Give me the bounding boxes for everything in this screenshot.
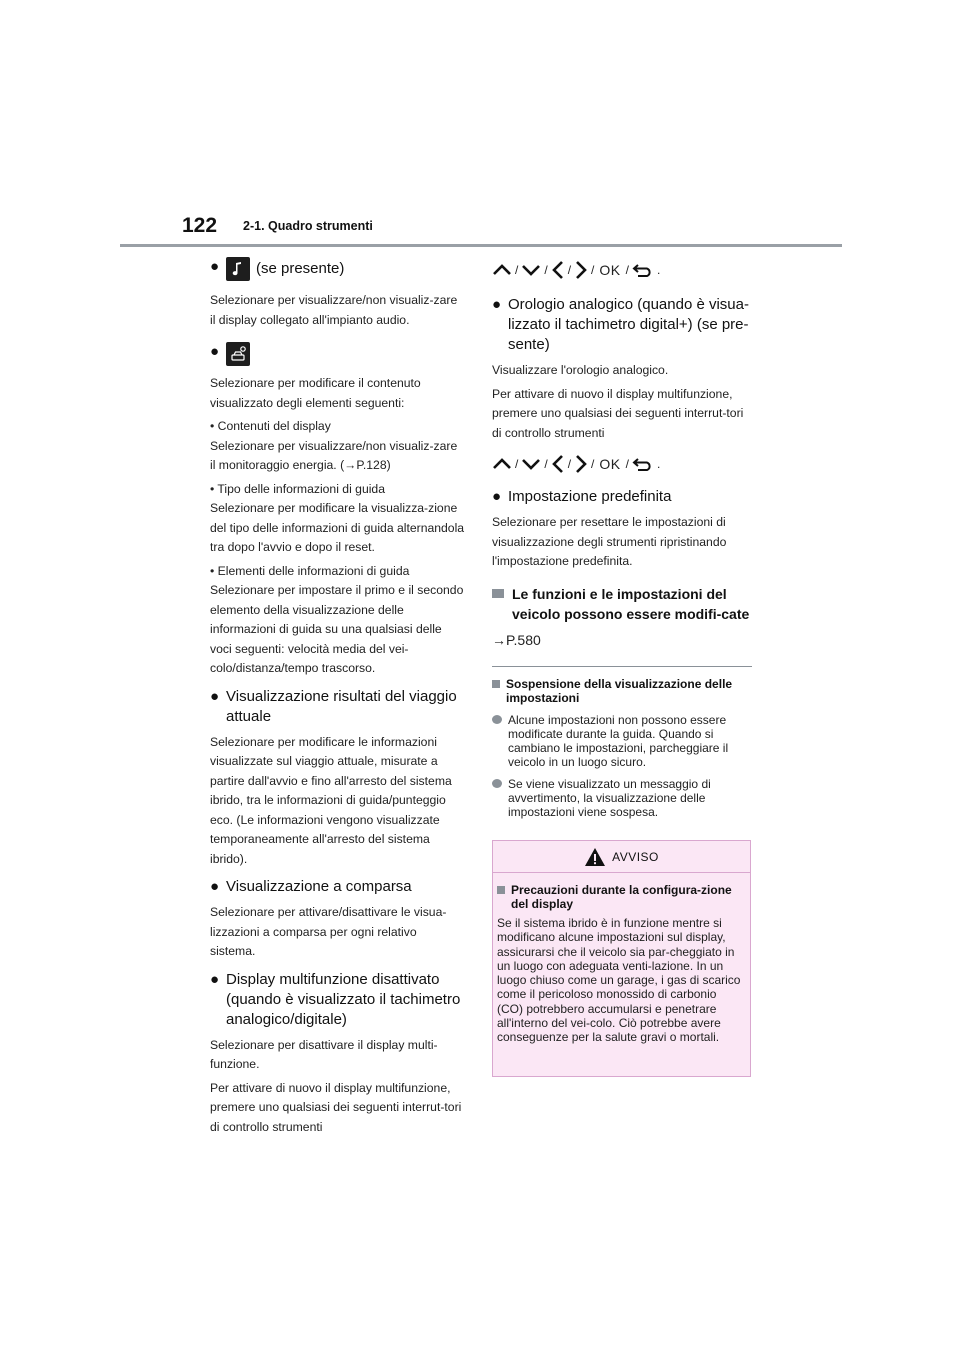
item2-title: • Tipo delle informazioni di guida — [210, 481, 385, 496]
multi-off-description-1: Selezionare per disattivare il display multi-funzione. — [210, 1037, 438, 1071]
suspension-item-2: Se viene visualizzato un messaggio di avvertimento, la visualizzazione delle impostazioni viene sospesa. — [492, 777, 752, 819]
clock-description-1: Visualizzare l'orologio analogico. — [492, 363, 669, 377]
back-icon — [632, 456, 654, 472]
left-column — [210, 257, 465, 1137]
trip-results-heading: ● Visualizzazione risultati del viaggio attuale — [210, 687, 457, 725]
vehicle-settings-icon — [226, 342, 250, 366]
warning-triangle-icon — [584, 847, 606, 867]
multi-off-heading: ● Display multifunzione disattivato (quando è visualizzato il tachimetro analogico/digitale) — [210, 970, 461, 1028]
vehicle-settings-heading: ● — [210, 342, 465, 366]
chevron-right-icon — [574, 454, 588, 474]
item1-text: Selezionare per visualizzare/non visualiz-zare il monitoraggio energia. (→P.128) — [210, 438, 458, 472]
header-rule — [120, 244, 842, 247]
trip-results-description: Selezionare per modificare le informazioni visualizzate sul viaggio attuale, misurate a partire dall'avvio e fino all'arresto del sistema ibrido, tra le informazioni di guida/punteggio eco. (Le informazioni vengono visualizzate temporaneamente all'arresto del sistema ibrido). — [210, 734, 452, 866]
clock-description-2: Per attivare di nuovo il display multifunzione, premere uno qualsiasi dei seguenti interrut-tori di controllo strumenti — [492, 386, 744, 440]
ok-key: OK — [599, 456, 621, 472]
chevron-right-icon — [574, 260, 588, 280]
square-bullet-icon — [492, 589, 504, 598]
default-heading: ● Impostazione predefinita — [492, 488, 672, 505]
chevron-up-icon — [492, 263, 512, 277]
ok-key: OK — [599, 262, 621, 278]
square-bullet-icon — [497, 886, 505, 894]
section-title: 2-1. Quadro strumenti — [243, 219, 373, 233]
default-description: Selezionare per resettare le impostazioni di visualizzazione degli strumenti ripristinando l'impostazione predefinita. — [492, 515, 727, 568]
control-keys-row-2: / / / / OK / . — [492, 453, 752, 475]
functions-heading: Le funzioni e le impostazioni del veicolo possono essere modifi-cate — [492, 584, 752, 624]
square-bullet-icon — [492, 680, 500, 688]
vehicle-settings-description: Selezionare per modificare il contenuto visualizzato degli elementi seguenti: — [210, 376, 421, 410]
clock-heading: ● Orologio analogico (quando è visua-lizzato il tachimetro digital+) (se pre-sente) — [492, 296, 749, 353]
item3-title: • Elementi delle informazioni di guida — [210, 563, 410, 578]
chevron-left-icon — [551, 454, 565, 474]
chevron-up-icon — [492, 457, 512, 471]
circle-bullet-icon — [492, 779, 502, 788]
popup-heading: ● Visualizzazione a comparsa — [210, 878, 412, 895]
warning-body — [493, 873, 750, 1045]
chevron-left-icon — [551, 260, 565, 280]
section-divider — [492, 666, 752, 667]
multi-off-description-2: Per attivare di nuovo il display multifunzione, premere uno qualsiasi dei seguenti interrut-tori di controllo strumenti — [210, 1080, 462, 1134]
right-column — [492, 257, 752, 819]
functions-page-reference: →P.580 — [492, 631, 541, 648]
music-note-icon — [226, 257, 250, 281]
suspension-heading: Sospensione della visualizzazione delle impostazioni — [492, 677, 752, 705]
warning-text: Se il sistema ibrido è in funzione mentre si modificano alcune impostazioni sul display, assicurarsi che il veicolo sia par-cheggiato in un luogo con adeguata venti-lazione. In un luogo chiuso come un garage, i gas di scarico come il pericoloso monossido di carbonio (CO) potrebbero accumularsi e penetrare all'interno del vei-colo. Ciò potrebbe avere conseguenze per la salute gravi o mortali. — [497, 916, 741, 1045]
warning-title: Precauzioni durante la configura-zione del display — [497, 883, 742, 911]
page-number: 122 — [182, 214, 218, 237]
item1-title: • Contenuti del display — [210, 419, 331, 433]
warning-header — [493, 841, 750, 873]
audio-heading: ● (se presente) — [210, 257, 465, 281]
item3-text: Selezionare per impostare il primo e il secondo elemento della visualizzazione delle informazioni di guida su una qualsiasi delle voci seguenti: velocità media del vei-colo/distanza/tempo trascorso. — [210, 583, 464, 675]
warning-label: AVVISO — [612, 849, 659, 864]
item2-text: Selezionare per modificare la visualizza-zione del tipo delle informazioni di guida alternandola tra dopo l'avvio e dopo il reset. — [210, 501, 465, 554]
popup-description: Selezionare per attivare/disattivare le visua-lizzazioni a comparsa per ogni relativo sistema. — [210, 905, 447, 958]
control-keys-row-1: / / / / OK / . — [492, 259, 752, 281]
audio-description: Selezionare per visualizzare/non visualiz-zare il display collegato all'impianto audio. — [210, 293, 458, 327]
circle-bullet-icon — [492, 715, 502, 724]
chevron-down-icon — [521, 457, 541, 471]
suspension-item-1: Alcune impostazioni non possono essere modificate durante la guida. Quando si cambiano le impostazioni, parcheggiare il veicolo in un luogo sicuro. — [492, 713, 752, 769]
audio-subtitle: (se presente) — [256, 260, 345, 277]
warning-box — [492, 840, 751, 1077]
chevron-down-icon — [521, 263, 541, 277]
back-icon — [632, 262, 654, 278]
